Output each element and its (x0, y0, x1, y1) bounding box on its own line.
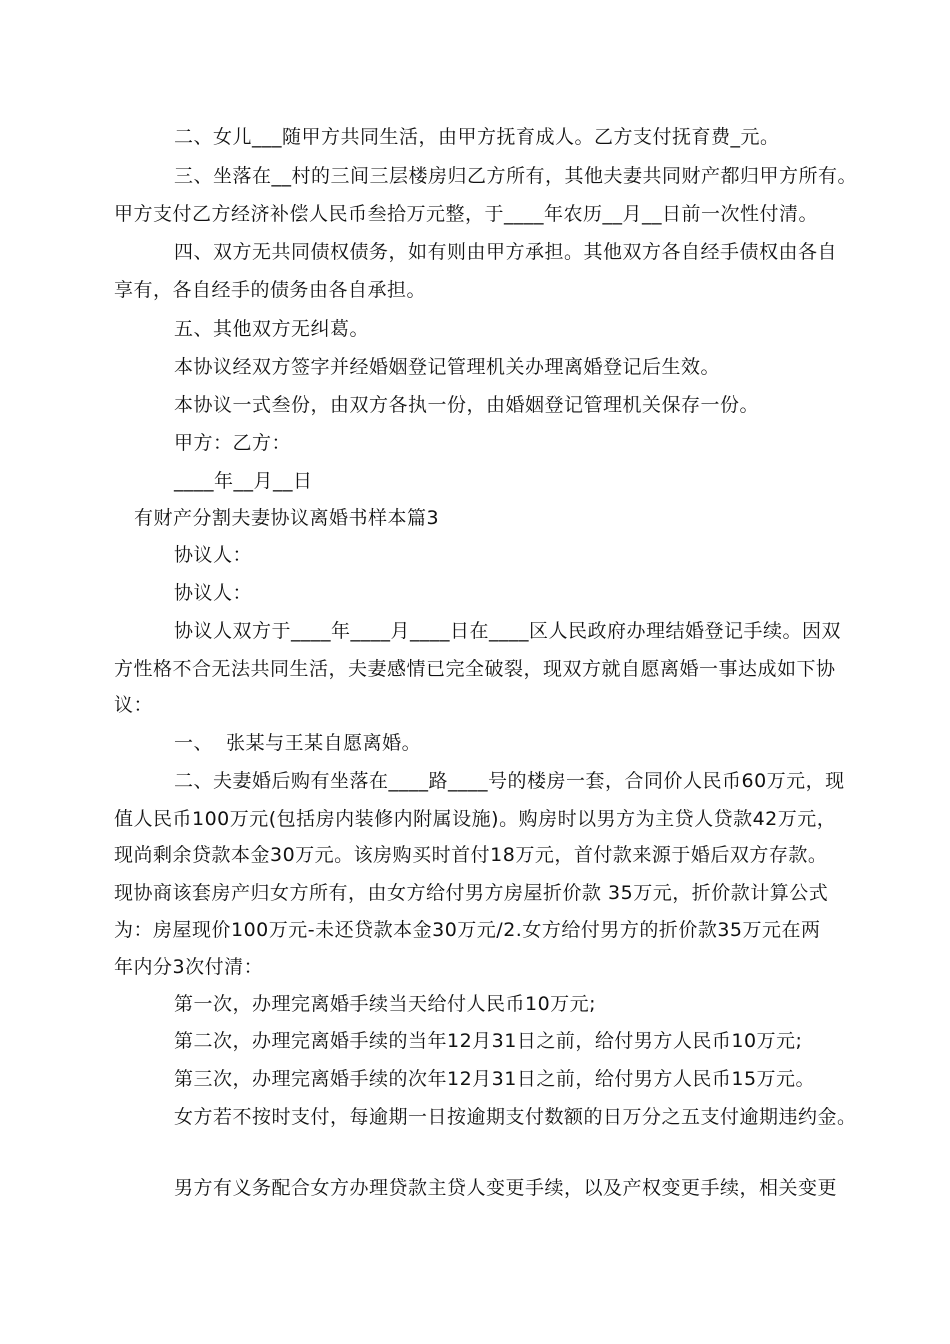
payment-2: 第二次，办理完离婚手续的当年12月31日之前，给付男方人民币10万元; (174, 1030, 803, 1052)
clause-2-text: 二、女儿___随甲方共同生活，由甲方抚育成人。乙方支付抚育费_元。 (174, 126, 780, 148)
article-2-line-4: 现协商该套房产归女方所有，由女方给付男方房屋折价款 35万元，折价款计算公式 (114, 882, 829, 904)
article-2-line-5: 为：房屋现价100万元-未还贷款本金30万元/2.女方给付男方的折价款35万元在两 (114, 919, 821, 941)
clause-4-continued: 享有，各自经手的债务由各自承担。 (114, 279, 427, 301)
article-2-line-1: 二、夫妻婚后购有坐落在____路____号的楼房一套，合同价人民币60万元，现 (174, 770, 845, 792)
clause-3-continued: 甲方支付乙方经济补偿人民币叁拾万元整，于____年农历__月__日前一次性付清。 (114, 203, 819, 225)
effect-clause: 本协议经双方签字并经婚姻登记管理机关办理离婚登记后生效。 (174, 356, 721, 378)
clause-5-text: 五、其他双方无纠葛。 (174, 318, 370, 340)
article-1-text: 一、 张某与王某自愿离婚。 (174, 732, 422, 754)
date-line: ____年__月__日 (174, 470, 313, 492)
party-line-1: 协议人： (174, 544, 253, 566)
transfer-obligation-clause: 男方有义务配合女方办理贷款主贷人变更手续，以及产权变更手续，相关变更 (174, 1177, 838, 1199)
article-2-line-3: 现尚剩余贷款本金30万元。该房购买时首付18万元，首付款来源于婚后双方存款。 (114, 844, 828, 866)
section-heading: 有财产分割夫妻协议离婚书样本篇3 (134, 507, 440, 529)
party-line-2: 协议人： (174, 582, 253, 604)
copies-clause: 本协议一式叁份，由双方各执一份，由婚姻登记管理机关保存一份。 (174, 394, 760, 416)
late-penalty-clause: 女方若不按时支付，每逾期一日按逾期支付数额的日万分之五支付逾期违约金。 (174, 1106, 857, 1128)
payment-1: 第一次，办理完离婚手续当天给付人民币10万元; (174, 993, 597, 1015)
signature-line: 甲方：乙方： (174, 432, 292, 454)
intro-paragraph-line-3: 议： (114, 694, 154, 716)
payment-3: 第三次，办理完离婚手续的次年12月31日之前，给付男方人民币15万元。 (174, 1068, 816, 1090)
article-2-line-6: 年内分3次付清： (114, 956, 264, 978)
intro-paragraph-line-1: 协议人双方于____年____月____日在____区人民政府办理结婚登记手续。因双 (174, 620, 842, 642)
article-2-line-2: 值人民币100万元(包括房内装修内附属设施)。购房时以男方为主贷人贷款42万元， (114, 808, 837, 830)
intro-paragraph-line-2: 方性格不合无法共同生活，夫妻感情已完全破裂，现双方就自愿离婚一事达成如下协 (114, 658, 836, 680)
clause-4-text: 四、双方无共同债权债务，如有则由甲方承担。其他双方各自经手债权由各自 (174, 241, 838, 263)
clause-3-text: 三、坐落在__村的三间三层楼房归乙方所有，其他夫妻共同财产都归甲方所有。 (174, 165, 858, 187)
